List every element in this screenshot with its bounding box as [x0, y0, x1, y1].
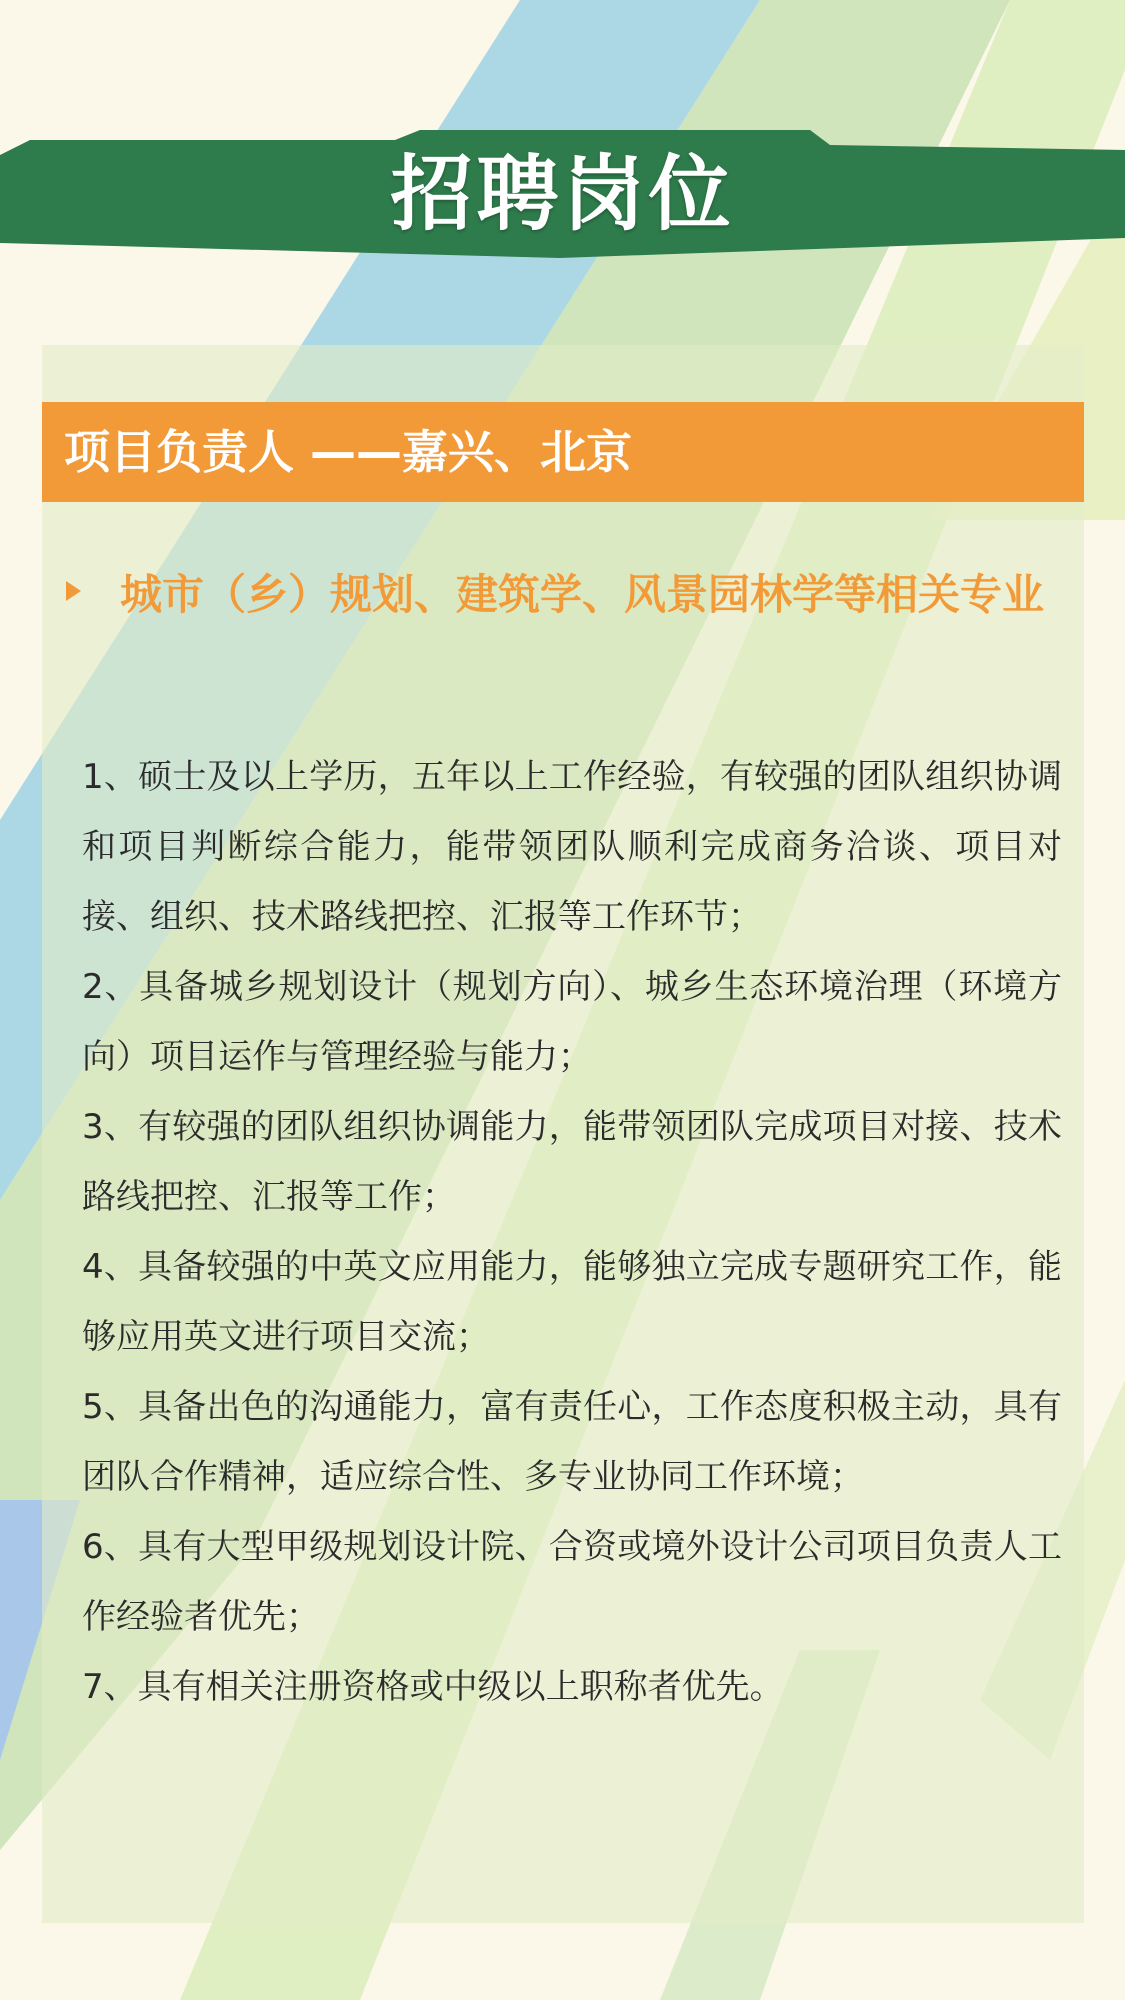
position-major: 城市（乡）规划、建筑学、风景园林学等相关专业 — [120, 570, 1045, 619]
requirement-item: 2、具备城乡规划设计（规划方向）、城乡生态环境治理（环境方向）项目运作与管理经验与能力； — [82, 967, 1062, 1077]
requirement-item: 4、具备较强的中英文应用能力，能够独立完成专题研究工作，能够应用英文进行项目交流； — [82, 1247, 1062, 1357]
requirement-item: 1、硕士及以上学历，五年以上工作经验，有较强的团队组织协调和项目判断综合能力，能带领团队顺利完成商务洽谈、项目对接、组织、技术路线把控、汇报等工作环节； — [82, 757, 1062, 937]
position-title: 项目负责人 ——嘉兴、北京 — [64, 425, 633, 479]
requirement-item: 3、有较强的团队组织协调能力，能带领团队完成项目对接、技术路线把控、汇报等工作； — [82, 1107, 1062, 1217]
requirement-item: 6、具有大型甲级规划设计院、合资或境外设计公司项目负责人工作经验者优先； — [82, 1527, 1062, 1637]
triangle-bullet-icon — [66, 581, 81, 601]
requirement-item: 7、具有相关注册资格或中级以上职称者优先。 — [82, 1667, 784, 1707]
page-title: 招聘岗位 — [390, 147, 735, 242]
requirements-list — [82, 742, 1062, 1722]
requirement-item: 5、具备出色的沟通能力，富有责任心，工作态度积极主动，具有团队合作精神，适应综合性、多专业协同工作环境； — [82, 1387, 1062, 1497]
